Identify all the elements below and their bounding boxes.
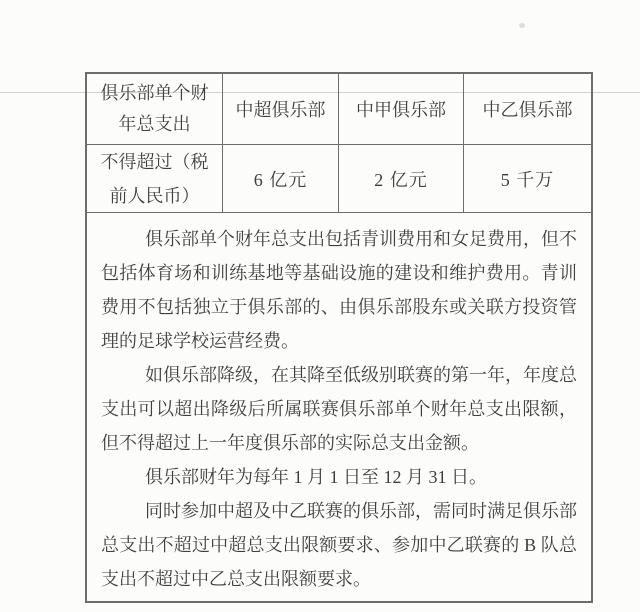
limit-value-league-two: 5 千万 [500,169,555,190]
header-row-label-cell [87,74,223,144]
text-line: 但不得超过上一年度俱乐部的实际总支出金额。 [101,433,479,453]
column-header-league-two [464,74,591,144]
limit-value-league-one: 2 亿元 [374,169,428,190]
limit-value-league-one-cell [339,145,464,212]
paragraph-relegation-rule [101,358,577,460]
column-header-league-one-label: 中甲俱乐部 [356,100,446,120]
text-line: 总支出不超过中超总支出限额要求、参加中乙联赛的 B 队总 [101,535,577,555]
limit-value-csl: 6 亿元 [253,169,308,190]
paragraph-scope-of-spending [101,222,577,358]
text-line: 俱乐部单个财年总支出包括青训费用和女足费用，但不 [145,229,577,249]
body-text-area [87,213,591,596]
limit-row-label-cell [87,145,223,212]
table-header-row [87,74,591,145]
text-line: 如俱乐部降级，在其降至低级别联赛的第一年，年度总 [145,365,577,385]
limit-value-league-two-cell [464,145,591,212]
text-line: 支出不超过中乙总支出限额要求。 [101,569,371,589]
text-line: 理的足球学校运营经费。 [101,331,299,351]
text-line: 费用不包括独立于俱乐部的、由俱乐部股东或关联方投资管 [101,297,577,317]
spending-limit-document-box [85,72,593,603]
text-line: 俱乐部财年为每年 1 月 1 日至 12 月 31 日。 [145,467,487,487]
column-header-league-one [339,74,464,144]
column-header-csl [223,74,339,144]
scan-artifact-smudge [519,23,525,28]
table-limit-row [87,145,591,213]
paragraph-dual-league-rule [101,494,577,596]
text-line: 包括体育场和训练基地等基础设施的建设和维护费用。青训 [101,263,577,283]
header-row-label: 俱乐部单个财年总支出 [100,83,209,134]
text-line: 同时参加中超及中乙联赛的俱乐部，需同时满足俱乐部 [145,501,577,521]
limit-value-csl-cell [223,145,339,212]
column-header-league-two-label: 中乙俱乐部 [482,100,573,120]
text-line: 支出可以超出降级后所属联赛俱乐部单个财年总支出限额， [101,399,577,419]
limit-row-label: 不得超过（税前人民币） [100,151,209,206]
column-header-csl-label: 中超俱乐部 [235,100,326,120]
paragraph-fiscal-year [101,460,577,494]
